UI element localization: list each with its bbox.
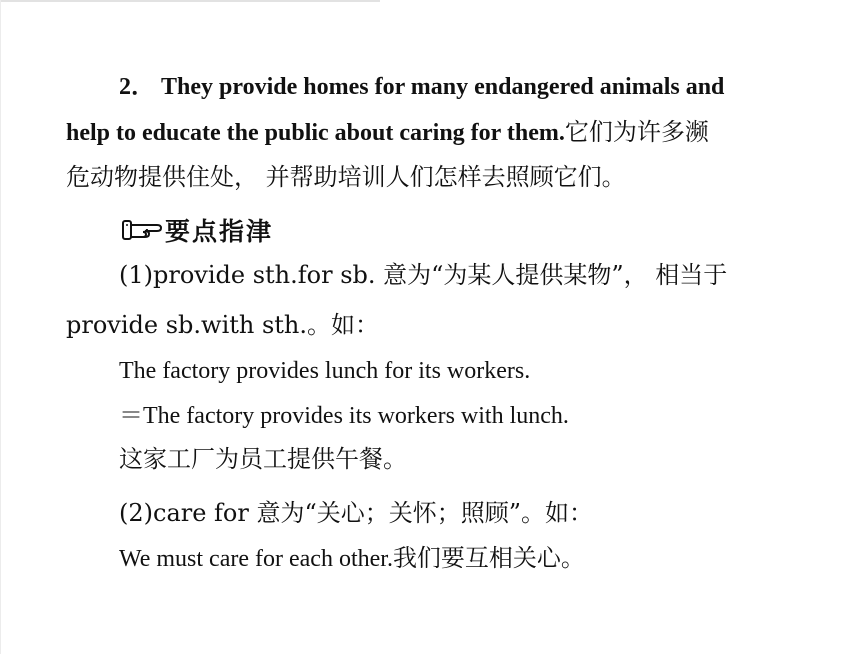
sentence-line-1 xyxy=(119,72,724,102)
point2-line-1: (2)care for 意为“关心；关怀；照顾”。如： xyxy=(119,499,594,527)
point2-example-translation: 我们要互相关心。 xyxy=(392,544,585,572)
point1-line-2: provide sb.with sth.。如： xyxy=(66,311,380,339)
point2-example: We must care for each other. xyxy=(119,546,393,572)
item-number: 2． xyxy=(119,74,155,100)
sentence-part-2: help to educate the public about caring for them. xyxy=(66,120,565,146)
sentence-part-1: They provide homes for many endangered animals and xyxy=(161,74,725,100)
translation-part-2: 危动物提供住处， 并帮助培训人们怎样去照顾它们。 xyxy=(66,163,626,191)
top-border xyxy=(0,0,380,2)
point2-example-line xyxy=(119,543,585,574)
key-points-heading xyxy=(121,213,273,247)
translation-part-1: 它们为许多濒 xyxy=(564,118,709,146)
point1-line-1: (1)provide sth.for sb. 意为“为某人提供某物”， 相当于 xyxy=(119,261,728,289)
key-points-title: 要点指津 xyxy=(165,217,274,246)
pointing-hand-icon xyxy=(121,217,163,243)
point1-example-2: ＝The factory provides its workers with lunch. xyxy=(119,403,569,429)
sentence-line-2 xyxy=(66,117,709,148)
left-border xyxy=(0,0,1,654)
point1-example-1: The factory provides lunch for its workers. xyxy=(119,358,531,384)
point1-example-translation: 这家工厂为员工提供午餐。 xyxy=(119,445,407,473)
